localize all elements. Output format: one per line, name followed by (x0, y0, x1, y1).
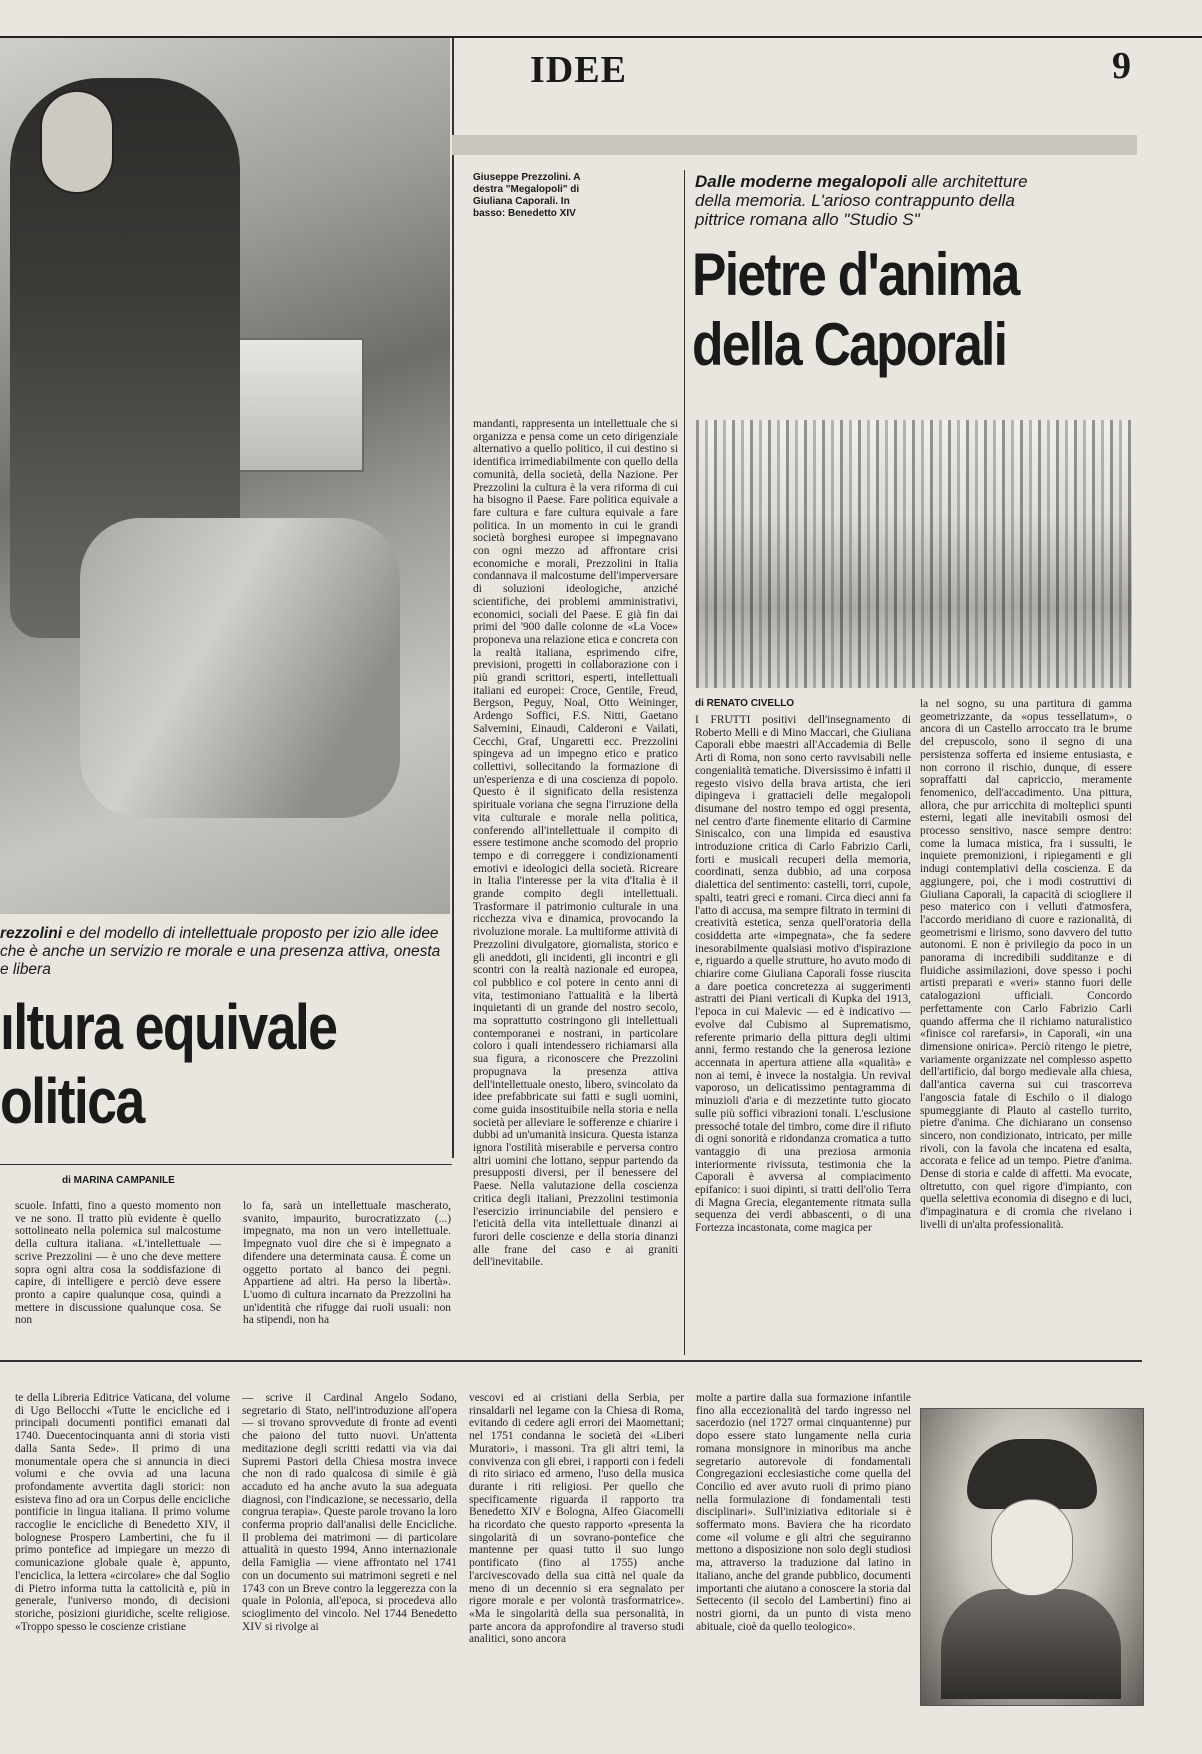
portrait-face (991, 1499, 1073, 1596)
bottom-article-col3: vescovi ed ai cristiani della Serbia, per rinsaldarli nel legame con la Chiesa di Roma, evitando di cedere agli errori dei Maomettani; nel 1751 condanna le società dei «Liberi Muratori», i massoni. Tra gli altri temi, la convivenza con gli ebrei, i rapporti con i fedeli di rito siriaco ed armeno, l'uso della musica durante i riti religiosi. Per quello che specificamente riguarda il rapporto tra Benedetto XIV e Bologna, Alfeo Giacomelli ha ricordato che questo rapporto «presenta la singolarità di un sovrano-pontefice che mantenne per quasi tutto il suo lungo pontificato (fino al 1755) anche l'arcivescovado della sua città nel quale da meno di un decennio si era segnalato per rigore morale e per volontà trasformatrice». «Ma le singolarità della sua personalità, in parte ancora da approfondire al traverso studi analitici, sono ancora (469, 1392, 684, 1646)
section-title: IDEE (530, 49, 627, 91)
left-headline-line2: olitica (0, 1065, 144, 1137)
grey-band (452, 135, 1137, 155)
left-headline-line1: ıltura equivale (0, 991, 337, 1063)
right-kicker-rest: alle architetture della memoria. L'arioso contrappunto della pittrice romana allo "Studio S" (695, 172, 1028, 229)
vertical-rule (452, 38, 454, 1158)
bottom-article-col1: te della Libreria Editrice Vaticana, del volume di Ugo Bellocchi «Tutte le encicliche ed i principali documenti pontifici emanati dal 1740. Duecentocinquanta anni di storia visti dalla Santa Sede». Il primo di una monumentale opera che si annuncia in dieci volumi e che ovvia ad una lacuna profondamente avvertita dagli storici: non esisteva fino ad ora un Corpus delle encicliche pontificie in lingua italiana. Il primo volume raccoglie le encicliche di Benedetto XIV, il bolognese Prospero Lambertini, che fu il primo pontefice ad impiegare un mezzo di comunicazione globale quale è, appunto, l'enciclica, la lettera «circolare» che dal Soglio di Pietro informa tutta la cattolicità e, più in generale, l'universo mondo, di decisioni storiche, posizioni giuridiche, scelte religiose. «Troppo spesso le coscienze cristiane (15, 1392, 230, 1633)
page-number: 9 (1112, 45, 1131, 87)
right-kicker (695, 172, 1035, 229)
photo-caption: Giuseppe Prezzolini. A destra "Megalopoli" di Giuliana Caporali. In basso: Benedetto XIV (473, 172, 581, 219)
prezzolini-photo (0, 38, 450, 914)
benedetto-xiv-portrait (920, 1408, 1144, 1706)
bottom-article-col2: — scrive il Cardinal Angelo Sodano, segretario di Stato, nell'introduzione all'opera — si trovano sprovvedute di fronte ad eventi che paiono del tutto nuovi. Un'attenta meditazione degli scritti redatti via via dai Supremi Pastori della Chiesa mostra invece che non di rado qualcosa di simile è già accaduto ed ha anche avuto la sua adeguata diagnosi, con l'indicazione, se necessario, della congrua terapia». Queste parole trovano la loro conferma proprio dall'analisi delle Encicliche. Il problema dei matrimoni — di particolare attualità in questo 1994, Anno internazionale della Famiglia — viene affrontato nel 1741 con un documento sui matrimoni segreti e nel 1743 con un Breve contro la leggerezza con la quale in Polonia, all'epoca, si procedeva allo scioglimento del vincolo. Nel 1744 Benedetto XIV si rivolge ai (242, 1392, 457, 1633)
right-headline: Pietre d'anima della Caporali (692, 241, 1019, 378)
right-article-col2: la nel sogno, su una partitura di gamma geometrizzante, da «opus tessellatum», o ancora di un Castello arroccato tra le brume del crepuscolo, sono il segno di una persistenza sofferta ed insieme entusiasta, e non corrono il rischio, dunque, di essere sopraffatti dal capriccio, meramente fenomenico, dell'accadimento. Una pittura, allora, che pur arricchita di molteplici spunti esterni, legati alle inevitabili osmosi del processo sensitivo, nasce sempre dentro: come la lumaca mistica, fra i sussulti, le inquiete premonizioni, i ripiegamenti e gli indugi contemplativi della coscienza. E da aggiungere, poi, che i modi costruttivi di Giuliana Caporali, la capacità di sciogliere il peso materico con i velluti d'atmosfera, l'accordo meridiano di cuore e razionalità, di geometrismi e lirismo, sono davvero del tutto autonomi. E non è privilegio da poco in un panorama di incredibili sudditanze e di fluidiche assimilazioni, dove spesso i pochi artisti preparati e «veri» stanno fuori delle catalogazioni ufficiali. Concordo perfettamente con Carlo Fabrizio Carli quando afferma che il richiamo naturalistico «finisce col rarefarsi», in Caporali, «in una dimensione onirica». Perciò ritengo le pietre, variamente organizzate nel complesso aspetto dell'artificio, dal borgo medievale alla chiesa, dall'antica caverna sui cui trascorreva l'angoscia fatale di Eschilo o il dialogo spumeggiante di Plauto al castello turrito, pietre d'anima. Che dichiarano un consenso sincero, non condizionato, intricato, per mille rivoli, con la favola che incatena ed esalta, accorata e felice ad un tempo. Pietre d'anima. Dense di storia e calde di affetti. Ma evocate, oltretutto, con quel rigore d'impianto, con quella selettiva economia di disegno e di luci, d'impaginatura e di cromia che rivelano i livelli di un'alta professionalità. (920, 698, 1132, 1231)
portrait-cape (941, 1589, 1121, 1699)
photo-head (40, 90, 114, 194)
megalopoli-painting (696, 420, 1132, 688)
left-headline (0, 990, 370, 1138)
photo-legs (80, 518, 400, 818)
left-kicker (0, 925, 450, 979)
left-article-col2: lo fa, sarà un intellettuale mascherato, svanito, impaurito, burocratizzato (...) impegnato, ma non un vero intellettuale. Impegnato vuol dire che si è impegnato a difendere una determinata causa. È come un oggetto portato al banco dei pegni. Appartiene ad altri. Ha perso la libertà». L'uomo di cultura incarnato da Prezzolini ha un'identità che rifugge dai ruoli usuali: non ha stipendi, non ha (243, 1200, 451, 1327)
bottom-separator (0, 1360, 1142, 1362)
left-kicker-bold: rezzolini (0, 925, 63, 942)
right-byline: di RENATO CIVELLO (695, 698, 795, 709)
right-kicker-bold: Dalle moderne megalopoli (695, 172, 907, 191)
right-article-col1: I FRUTTI positivi dell'insegnamento di Roberto Melli e di Mino Maccari, che Giuliana Caporali ebbe maestri all'Accademia di Belle Arti di Roma, non sono certo ravvisabili nelle congenialità tematiche. Diversissimo è infatti il regesto visivo della brava artista, che ieri dipingeva i grattacieli delle megalopoli disumane del nostro tempo ed oggi presenta, nel centro d'arte finemente elitario di Carmine Siniscalco, con una limpida ed esaustiva introduzione critica di Carlo Fabrizio Carli, forti e musicali recuperi della memoria, coordinati, senza dubbio, ad una corposa dialettica del sentimento: castelli, torri, cupole, spalti, teatri greci e romani. Circa dieci anni fa l'atto di accusa, ma sempre filtrato in termini di creatività estetica, senza quell'oratoria della cosiddetta arte «impegnata», che fa sedere inesorabilmente qualsiasi motivo d'ispirazione e, riguardo a quelle strutture, ho avuto modo di chiarire come Giuliana Caporali fosse riuscita a dare poetica concretezza ai suggerimenti astratti dei Piani verticali di Kupka del 1913, l'epoca in cui Malevic — ed è indicativo — evolve dal Cubismo al Suprematismo, referente primario della pittura degli ultimi anni, fermo restando che la generosa lezione accennata in apertura attiene alla «qualità» e non ai temi, è invece la nostalgia. Un revival vaporoso, un delicatissimo pentagramma di minuzioli d'aria e di mezzetinte tutto giocato sulle più soffici vibrazioni tonali. L'esclusione pressoché totale del timbro, come dire il rifiuto di ogni sonorità e ridondanza cromatica a tutto vantaggio di una preziosa armonia interiormente rivissuta, testimonia che la Caporali è avversa al compiacimento epifanico: i suoi dipinti, si tratti dell'olio Terra di Magna Grecia, elegantemente ritmata sulla sequenza dei verdi abbascenti, o di una Fortezza incastonata, come magica per (695, 714, 911, 1235)
left-rule (0, 1164, 452, 1165)
middle-column: mandanti, rappresenta un intellettuale che si organizza e pensa come un ceto dirigenziale alternativo a quello politico, il cui destino si identifica irrimediabilmente con quello della comunità, della società, della Nazione. Per Prezzolini la cultura è la vera riforma di cui ha bisogno il Paese. Fare politica equivale a fare cultura e fare cultura equivale a fare politica. In un momento in cui le grandi società borghesi europee si impegnavano con ogni mezzo ad affrontare crisi economiche e morali, Prezzolini in Italia condannava il malcostume dell'imperversare di soluzioni ideologiche, anziché scientifiche, dei problemi amministrativi, economici, sociali del Paese. E già fin dai primi del '900 dalle colonne de «La Voce» proponeva una relazione etica e concreta con la realtà italiana, esprimendo cifre, previsioni, progetti in collaborazione con i più grandi scrittori, esperti, intellettuali italiani ed europei: Croce, Gentile, Freud, Bergson, Peguy, Noal, Otto Weininger, Ardengo Soffici, F.S. Nitti, Gaetano Salvemini, Einaudi, Calderoni e Vailati, Cecchi, Graf, Ungaretti ecc. Prezzolini spingeva ad un impegno etico e pratico collettivi, sollecitando la formazione di un'esperienza e di una coscienza di popolo. Questo è il significato della resistenza spirituale voriana che segna l'irruzione della vita culturale e morale nella politica, conferendo all'intellettuale il compito di essere testimone anche scomodo del proprio tempo e di correggere i condizionamenti emotivi e ideologici della società. Ricreare in Italia l'interesse per la vita d'Italia è il grande compito degli intellettuali. Trasformare il patrimonio culturale in una ricchezza viva e dinamica, provocando la rivoluzione morale. La multiforme attività di Prezzolini divulgatore, giornalista, storico e gli aneddoti, gli incidenti, gli incontri e gli scontri con la realtà nazionale ed europea, col pubblico e col potere in cento anni di vita, testimoniano l'attualità e la libertà inquietanti di un grande del nostro secolo, ma soprattutto costringono gli intellettuali contemporanei e nostrani, in particolare coloro i quali intendessero richiamarsi alla sua figura, a riconoscere che Prezzolini propugnava la presenza attiva dell'intellettuale onesto, libero, svincolato da idee prefabbricate sui fatti e sugli uomini, come guida insostituibile nella storia e nella società per alleviare le sofferenze e chiarire i dubbi ad un'umanità insicura. Questa istanza ignora l'ostilità miserabile e perversa contro altri uomini che lottano, seppur partendo da presupposti diversi, per il benessere del Paese. Nella valutazione della coscienza critica degli italiani, Prezzolini testimonia l'esercizio irrinunciabile del pensiero e l'eticità della vita intellettuale dinanzi ai furori delle coscienze e della storia dinanzi alle frane del caso e ai graniti dell'inevitabile. (473, 418, 678, 1269)
bottom-article-col4: molte a partire dalla sua formazione infantile fino alla eccezionalità del tardo ingresso nel sacerdozio (nel 1727 ormai cinquantenne) pur dopo essere stato lungamente nella curia romana monsignore in minoribus ma anche segretario autorevole di fondamentali Congregazioni ecclesiastiche come quella del Concilio ed aver avuto ruoli di primo piano nella formulazione di fondamentali testi disciplinari». Sull'iniziativa editoriale si è soffermato mons. Baviera che ha ricordato come «il volume e gli altri che seguiranno mettono a disposizione non solo degli studiosi ma, attraverso la traduzione dal latino in italiano, anche del grande pubblico, documenti importanti che aiutano a conoscere la storia dal Settecento (il secolo del Lambertini) fino ai nostri giorni, da un punto di vista meno abituale, cioè da quello teologico». (696, 1392, 911, 1633)
left-byline: di MARINA CAMPANILE (62, 1175, 175, 1186)
column-rule (684, 170, 685, 1355)
left-kicker-rest: e del modello di intellettuale proposto per izio alle idee che è anche un servizio re morale e una presenza attiva, onesta e libera (0, 925, 441, 978)
left-article-col1: scuole. Infatti, fino a questo momento non ve ne sono. Il tratto più evidente è quello sottolineato nella polemica sul malcostume della cultura italiana. «L'intellettuale — scrive Prezzolini — è uno che deve mettere sopra ogni altra cosa la soddisfazione di capire, di intelligere e perciò deve essere pronto a capire qualunque cosa, quindi a mettere in discussione qualunque cosa. Se non (15, 1200, 221, 1327)
